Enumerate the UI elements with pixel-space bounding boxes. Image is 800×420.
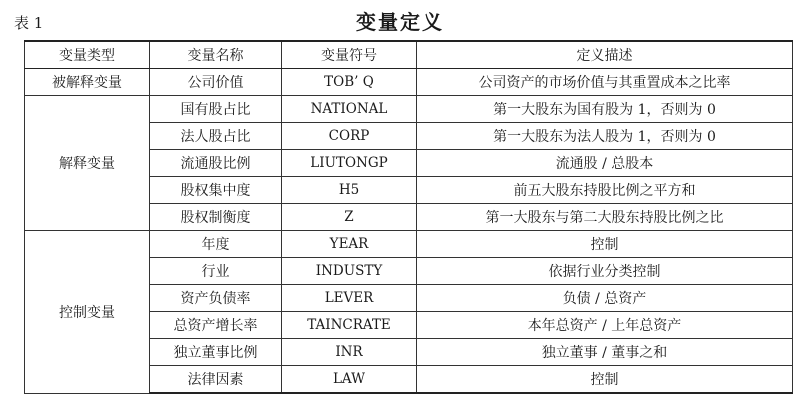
variable-symbol-cell: NATIONAL [282, 96, 417, 123]
table-header [25, 41, 793, 69]
variable-symbol-cell: LEVER [282, 285, 417, 312]
variable-definition-cell: 控制 [417, 366, 793, 394]
variable-symbol-cell: LAW [282, 366, 417, 394]
header-cell-definition: 定义描述 [417, 41, 793, 69]
variable-name-cell: 股权集中度 [150, 177, 282, 204]
variable-definition-cell: 第一大股东为法人股为 1，否则为 0 [417, 123, 793, 150]
variable-name-cell: 国有股占比 [150, 96, 282, 123]
table-row [25, 96, 793, 123]
variable-symbol-cell: Z [282, 204, 417, 231]
variable-symbol-cell: TAINCRATE [282, 312, 417, 339]
variable-symbol-cell: INDUSTY [282, 258, 417, 285]
header-cell-name: 变量名称 [150, 41, 282, 69]
variable-name-cell: 公司价值 [150, 69, 282, 96]
header-cell-symbol: 变量符号 [282, 41, 417, 69]
variable-symbol-cell: CORP [282, 123, 417, 150]
variable-definition-cell: 第一大股东为国有股为 1，否则为 0 [417, 96, 793, 123]
variable-definition-table [24, 40, 793, 394]
variable-name-cell: 独立董事比例 [150, 339, 282, 366]
variable-definition-cell: 第一大股东与第二大股东持股比例之比 [417, 204, 793, 231]
variable-name-cell: 流通股比例 [150, 150, 282, 177]
variable-type-cell: 解释变量 [25, 96, 150, 231]
variable-name-cell: 资产负债率 [150, 285, 282, 312]
variable-definition-cell: 依据行业分类控制 [417, 258, 793, 285]
variable-name-cell: 法人股占比 [150, 123, 282, 150]
variable-definition-cell: 本年总资产 / 上年总资产 [417, 312, 793, 339]
variable-name-cell: 法律因素 [150, 366, 282, 394]
table-number-label: 表 1 [14, 14, 44, 32]
table-title: 变量定义 [356, 10, 444, 34]
variable-name-cell: 总资产增长率 [150, 312, 282, 339]
table-body [25, 69, 793, 394]
variable-definition-cell: 流通股 / 总股本 [417, 150, 793, 177]
variable-type-cell: 被解释变量 [25, 69, 150, 96]
variable-symbol-cell: TOB’ Q [282, 69, 417, 96]
variable-definition-cell: 独立董事 / 董事之和 [417, 339, 793, 366]
variable-name-cell: 行业 [150, 258, 282, 285]
variable-symbol-cell: INR [282, 339, 417, 366]
variable-definition-cell: 控制 [417, 231, 793, 258]
variable-symbol-cell: H5 [282, 177, 417, 204]
variable-name-cell: 股权制衡度 [150, 204, 282, 231]
variable-definition-cell: 公司资产的市场价值与其重置成本之比率 [417, 69, 793, 96]
variable-type-cell: 控制变量 [25, 231, 150, 394]
header-row [25, 41, 793, 69]
variable-name-cell: 年度 [150, 231, 282, 258]
variable-definition-cell: 前五大股东持股比例之平方和 [417, 177, 793, 204]
table-row [25, 231, 793, 258]
table-row [25, 69, 793, 96]
variable-definition-cell: 负债 / 总资产 [417, 285, 793, 312]
variable-symbol-cell: LIUTONGP [282, 150, 417, 177]
header-cell-type: 变量类型 [25, 41, 150, 69]
variable-symbol-cell: YEAR [282, 231, 417, 258]
